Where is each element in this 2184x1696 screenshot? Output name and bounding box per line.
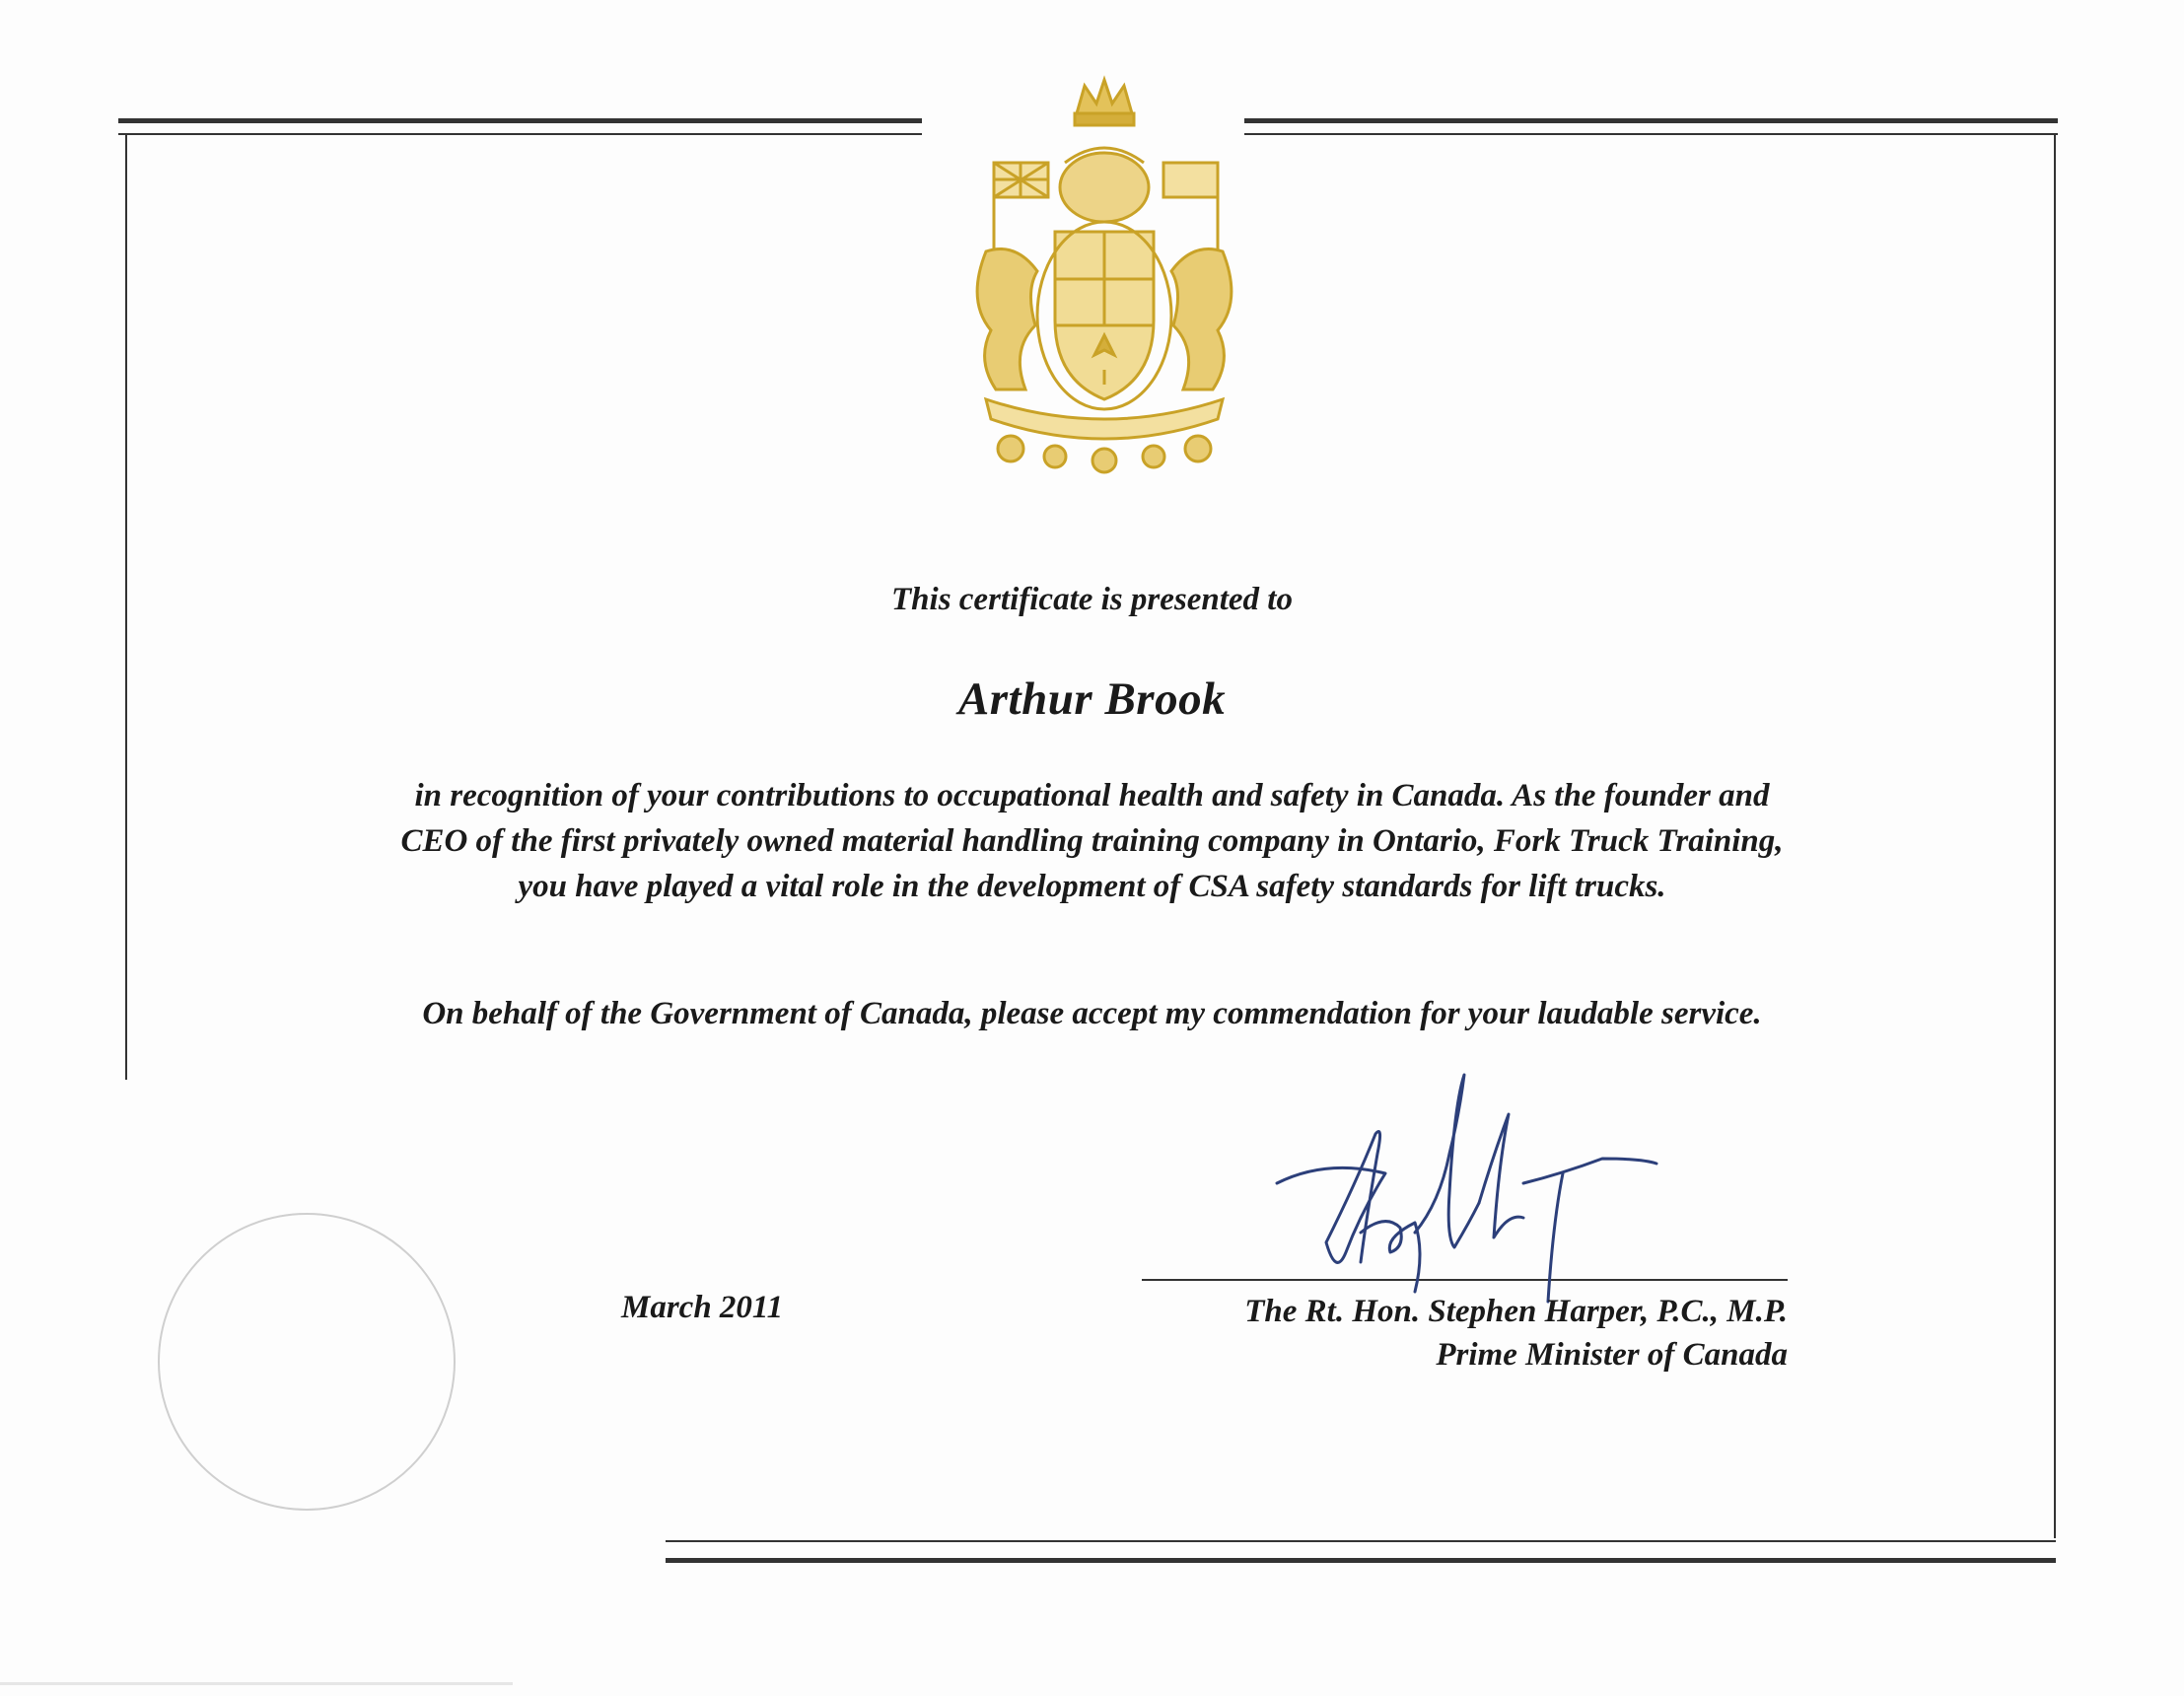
scan-edge-line: [0, 1682, 513, 1685]
signer-title: Prime Minister of Canada: [1436, 1337, 1788, 1373]
recipient-name: Arthur Brook: [957, 673, 1227, 725]
handwritten-signature-icon: [1267, 1065, 1671, 1307]
bottom-border-thick: [666, 1558, 2056, 1563]
top-border-left-thick: [118, 118, 922, 123]
certificate-date: March 2011: [621, 1290, 784, 1325]
top-border-right-thin: [1244, 133, 2058, 135]
coat-of-arms-icon: [956, 74, 1252, 478]
seal-circle-icon: [158, 1213, 456, 1511]
signer-name: The Rt. Hon. Stephen Harper, P.C., M.P.: [1244, 1294, 1788, 1329]
right-border: [2054, 133, 2056, 1538]
bottom-border-thin: [666, 1540, 2056, 1542]
behalf-text: On behalf of the Government of Canada, please accept my commendation for your laudable service.: [422, 996, 1762, 1031]
presented-line: This certificate is presented to: [891, 582, 1293, 617]
citation-text: in recognition of your contributions to occupational health and safety in Canada. As the founder and CEO of the first privately owned material handling training company in Ontario, Fork Truck Training, you have played a vital role in the development of CSA safety standards for lift trucks.: [400, 778, 1784, 904]
signer-block: [1244, 1290, 1788, 1377]
top-border-left-thin: [118, 133, 922, 135]
top-border-right-thick: [1244, 118, 2058, 123]
